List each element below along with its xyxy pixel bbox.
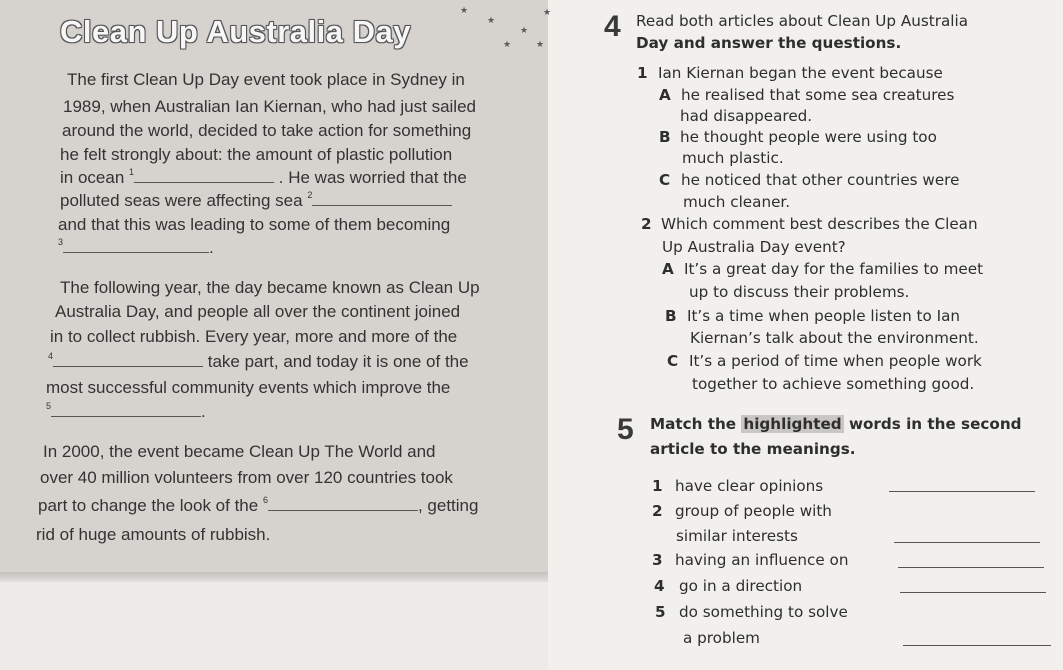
option-text[interactable]: had disappeared. <box>680 107 813 125</box>
exercise-5-instruction: article to the meanings. <box>650 440 856 458</box>
text-line: The following year, the day became known as Clean Up <box>60 278 480 297</box>
text-line <box>38 494 478 520</box>
text-line: around the world, decided to take action for something <box>62 121 472 140</box>
text-fragment: . <box>201 402 206 421</box>
item-text: a problem <box>683 629 760 647</box>
option-text[interactable]: together to achieve something good. <box>692 375 975 393</box>
option-text[interactable]: Kiernan’s talk about the environment. <box>690 329 979 347</box>
option-text[interactable]: up to discuss their problems. <box>689 283 910 301</box>
blank-number: 1 <box>129 167 135 177</box>
text-fragment: words in the second <box>848 415 1022 433</box>
text-line: In 2000, the event became Clean Up The World and <box>43 442 436 461</box>
exercise-4-instruction: Read both articles about Clean Up Australia <box>636 12 969 30</box>
answer-blank[interactable] <box>53 352 203 367</box>
exercise-5-instruction <box>650 415 1022 433</box>
answer-blank[interactable] <box>312 191 452 206</box>
option-letter: C <box>667 352 679 370</box>
answer-blank[interactable] <box>134 168 274 183</box>
star-icon: ★ <box>503 39 512 49</box>
answer-line[interactable] <box>889 491 1035 492</box>
question-number: 2 <box>641 215 652 233</box>
star-icon: ★ <box>536 39 545 49</box>
text-fragment: polluted seas were affecting sea <box>60 191 303 210</box>
text-line <box>60 189 452 215</box>
text-line: 1989, when Australian Ian Kiernan, who had just sailed <box>63 97 476 116</box>
exercise-4-number: 4 <box>604 10 621 43</box>
question-text: Which comment best describes the Clean <box>661 215 978 233</box>
item-text: group of people with <box>675 502 832 520</box>
question-text: Up Australia Day event? <box>662 238 846 256</box>
option-text[interactable]: he thought people were using too <box>680 128 937 146</box>
option-text[interactable]: much cleaner. <box>683 193 791 211</box>
item-text: have clear opinions <box>675 477 824 495</box>
option-text[interactable]: It’s a period of time when people work <box>689 352 982 370</box>
answer-blank[interactable] <box>63 238 209 253</box>
highlighted-word: highlighted <box>743 415 842 433</box>
text-fragment: , getting <box>417 496 479 515</box>
item-number: 2 <box>652 502 663 520</box>
option-text[interactable]: he realised that some sea creatures <box>681 86 955 104</box>
text-fragment: Match the <box>650 415 737 433</box>
option-letter: A <box>659 86 671 104</box>
exercise-4-instruction: Day and answer the questions. <box>636 34 902 52</box>
item-text: having an influence on <box>675 551 849 569</box>
option-text[interactable]: much plastic. <box>682 149 784 167</box>
option-letter: A <box>662 260 674 278</box>
text-line: rid of huge amounts of rubbish. <box>36 525 271 544</box>
item-number: 1 <box>652 477 663 495</box>
option-letter: B <box>659 128 671 146</box>
question-number: 1 <box>637 64 648 82</box>
question-text: Ian Kiernan began the event because <box>658 64 943 82</box>
text-line <box>48 350 469 376</box>
answer-line[interactable] <box>903 645 1051 646</box>
item-number: 5 <box>655 603 666 621</box>
text-line <box>46 400 206 426</box>
answer-line[interactable] <box>900 592 1046 593</box>
text-line: he felt strongly about: the amount of plastic pollution <box>60 145 453 164</box>
text-fragment: in ocean <box>60 168 125 187</box>
item-number: 3 <box>652 551 663 569</box>
option-letter: C <box>659 171 671 189</box>
answer-line[interactable] <box>898 567 1044 568</box>
answer-blank[interactable] <box>268 496 418 511</box>
panel-shadow <box>0 572 548 582</box>
star-icon: ★ <box>487 15 496 25</box>
blank-number: 2 <box>307 190 313 200</box>
text-fragment: take part, and today it is one of the <box>207 352 469 371</box>
text-line: in to collect rubbish. Every year, more and more of the <box>50 327 458 346</box>
text-line: Australia Day, and people all over the continent joined <box>55 302 461 321</box>
star-icon: ★ <box>460 5 469 15</box>
option-text[interactable]: he noticed that other countries were <box>681 171 960 189</box>
text-line: The first Clean Up Day event took place in Sydney in <box>67 70 465 89</box>
item-text: do something to solve <box>679 603 848 621</box>
option-text[interactable]: It’s a time when people listen to Ian <box>687 307 961 325</box>
answer-blank[interactable] <box>51 402 201 417</box>
item-text: go in a direction <box>679 577 803 595</box>
option-letter: B <box>665 307 677 325</box>
item-text: similar interests <box>676 527 798 545</box>
text-fragment: part to change the look of the <box>38 496 259 515</box>
exercise-5-number: 5 <box>617 413 634 446</box>
star-icon: ★ <box>543 7 552 17</box>
text-fragment: . <box>209 238 214 257</box>
blank-number: 3 <box>58 237 64 247</box>
text-line: most successful community events which improve the <box>46 378 451 397</box>
article-title: Clean Up Australia Day <box>60 14 411 49</box>
text-fragment: . He was worried that the <box>278 168 467 187</box>
star-icon: ★ <box>520 25 529 35</box>
text-line: over 40 million volunteers from over 120 countries took <box>40 468 453 487</box>
blank-number: 5 <box>46 401 52 411</box>
option-text[interactable]: It’s a great day for the families to meet <box>684 260 984 278</box>
item-number: 4 <box>654 577 665 595</box>
blank-number: 6 <box>262 495 268 505</box>
blank-number: 4 <box>48 351 54 361</box>
text-line <box>58 236 214 262</box>
answer-line[interactable] <box>894 542 1040 543</box>
text-line: and that this was leading to some of them becoming <box>58 215 451 234</box>
